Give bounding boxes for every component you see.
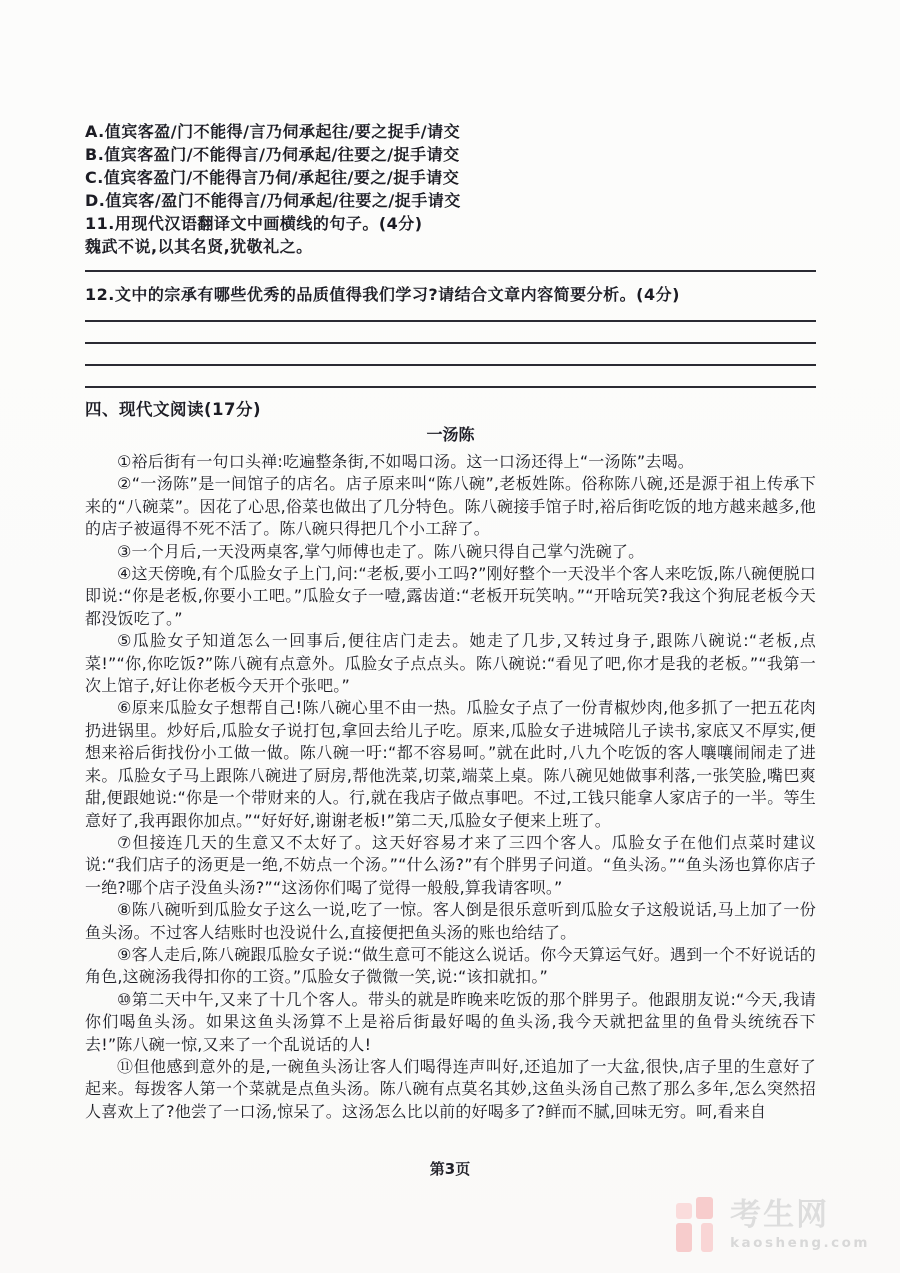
passage-paragraph-1: ①裕后街有一句口头禅:吃遍整条街,不如喝口汤。这一口汤还得上“一汤陈”去喝。 bbox=[117, 452, 694, 471]
passage-title: 一汤陈 bbox=[426, 425, 475, 444]
choice-option-a: A.值宾客盈/门不能得/言乃伺承起往/要之捉手/请交 bbox=[85, 122, 461, 141]
passage-paragraph-9: ⑨客人走后,陈八碗跟瓜脸女子说:“做生意可不能这么说话。你今天算运气好。遇到一个不好说话的角色,这碗汤我得扣你的工资。”瓜脸女子微微一笑,说:“该扣就扣。” bbox=[85, 944, 816, 987]
choice-option-d: D.值宾客/盈门不能得言/乃伺承起/往要之/捉手请交 bbox=[85, 191, 461, 210]
choice-option-b: B.值宾客盈门/不能得言/乃伺承起/往要之/捉手请交 bbox=[85, 145, 460, 164]
passage-paragraph-6: ⑥原来瓜脸女子想帮自己!陈八碗心里不由一热。瓜脸女子点了一份青椒炒肉,他多抓了一把五花肉扔进锅里。炒好后,瓜脸女子说打包,拿回去给儿子吃。原来,瓜脸女子进城陪儿子读书,家底又不厚实,便想来裕后街找份小工做一做。陈八碗一吁:“都不容易呵。”就在此时,八九个吃饭的客人嚷嚷闹闹走了进来。瓜脸女子马上跟陈八碗进了厨房,帮他洗菜,切菜,端菜上桌。陈八碗见她做事利落,一张笑脸,嘴巴爽甜,便跟她说:“你是一个带财来的人。行,就在我店子做点事吧。不过,工钱只能拿人家店子的一半。等生意好了,我再跟你加点。”“好好好,谢谢老板!”第二天,瓜脸女子便来上班了。 bbox=[85, 698, 816, 830]
answer-line bbox=[85, 342, 816, 344]
answer-line bbox=[85, 386, 816, 388]
watermark-site-domain: kaosheng.com bbox=[730, 1235, 870, 1251]
watermark-site-name: 考生网 bbox=[730, 1197, 830, 1233]
kaosheng-watermark-text bbox=[730, 1196, 870, 1251]
passage-paragraph-11: ⑪但他感到意外的是,一碗鱼头汤让客人们喝得连声叫好,还追加了一大盆,很快,店子里的生意好了起来。每拨客人第一个菜就是点鱼头汤。陈八碗有点莫名其妙,这鱼头汤自己熬了那么多年,怎么突然招人喜欢上了?他尝了一口汤,惊呆了。这汤怎么比以前的好喝多了?鲜而不腻,回味无穷。呵,看来自 bbox=[85, 1056, 816, 1121]
page-number: 第3页 bbox=[429, 1160, 471, 1178]
choice-option-c: C.值宾客盈门/不能得言乃伺/承起往/要之/捉手请交 bbox=[85, 168, 460, 187]
answer-line bbox=[85, 364, 816, 366]
passage-paragraph-8: ⑧陈八碗听到瓜脸女子这么一说,吃了一惊。客人倒是很乐意听到瓜脸女子这般说话,马上加了一份鱼头汤。不过客人结账时也没说什么,直接便把鱼头汤的账也给结了。 bbox=[85, 900, 816, 942]
answer-line bbox=[85, 270, 816, 272]
question-11-prompt: 11.用现代汉语翻译文中画横线的句子。(4分) bbox=[85, 214, 423, 233]
question-12-prompt: 12.文中的宗承有哪些优秀的品质值得我们学习?请结合文章内容简要分析。(4分) bbox=[85, 285, 680, 304]
passage-paragraph-7: ⑦但接连几天的生意又不太好了。这天好容易才来了三四个客人。瓜脸女子在他们点菜时建议说:“我们店子的汤更是一绝,不妨点一个汤。”“什么汤?”有个胖男子问道。“鱼头汤。”“鱼头汤也算你店子一绝?哪个店子没鱼头汤?”“这汤你们喝了觉得一般般,算我请客呗。” bbox=[85, 832, 816, 897]
passage-body bbox=[85, 451, 816, 1123]
section-4-heading: 四、现代文阅读(17分) bbox=[85, 400, 262, 419]
passage-paragraph-3: ③一个月后,一天没两桌客,掌勺师傅也走了。陈八碗只得自己掌勺洗碗了。 bbox=[117, 541, 645, 561]
exam-content bbox=[85, 120, 816, 1123]
passage-paragraph-5: ⑤瓜脸女子知道怎么一回事后,便往店门走去。她走了几步,又转过身子,跟陈八碗说:“老板,点菜!”“你,你吃饭?”陈八碗有点意外。瓜脸女子点点头。陈八碗说:“看见了吧,你才是我的老板。”“我第一次上馆子,好让你老板今天开个张吧。” bbox=[85, 631, 816, 696]
kaosheng-logo-icon bbox=[676, 1196, 718, 1254]
passage-paragraph-2: ②“一汤陈”是一间馆子的店名。店子原来叫“陈八碗”,老板姓陈。俗称陈八碗,还是源于祖上传承下来的“八碗菜”。因花了心思,俗菜也做出了几分特色。陈八碗接手馆子时,裕后街吃饭的地方越来越多,他的店子被逼得不死不活了。陈八碗只得把几个小工辞了。 bbox=[85, 474, 816, 539]
passage-paragraph-4: ④这天傍晚,有个瓜脸女子上门,问:“老板,要小工吗?”刚好整个一天没半个客人来吃饭,陈八碗便脱口即说:“你是老板,你要小工吧。”瓜脸女子一噎,露齿道:“老板开玩笑呐。”“开啥玩笑?我这个狗屁老板今天都没饭吃了。” bbox=[85, 564, 816, 628]
kaosheng-watermark bbox=[676, 1196, 870, 1254]
passage-paragraph-10: ⑩第二天中午,又来了十几个客人。带头的就是昨晚来吃饭的那个胖男子。他跟朋友说:“今天,我请你们喝鱼头汤。如果这鱼头汤算不上是裕后街最好喝的鱼头汤,我今天就把盆里的鱼骨头统统吞下去!”陈八碗一惊,又来了一个乱说话的人! bbox=[85, 989, 816, 1054]
question-11-sentence: 魏武不说,以其名贤,犹敬礼之。 bbox=[85, 237, 313, 256]
answer-line bbox=[85, 320, 816, 322]
